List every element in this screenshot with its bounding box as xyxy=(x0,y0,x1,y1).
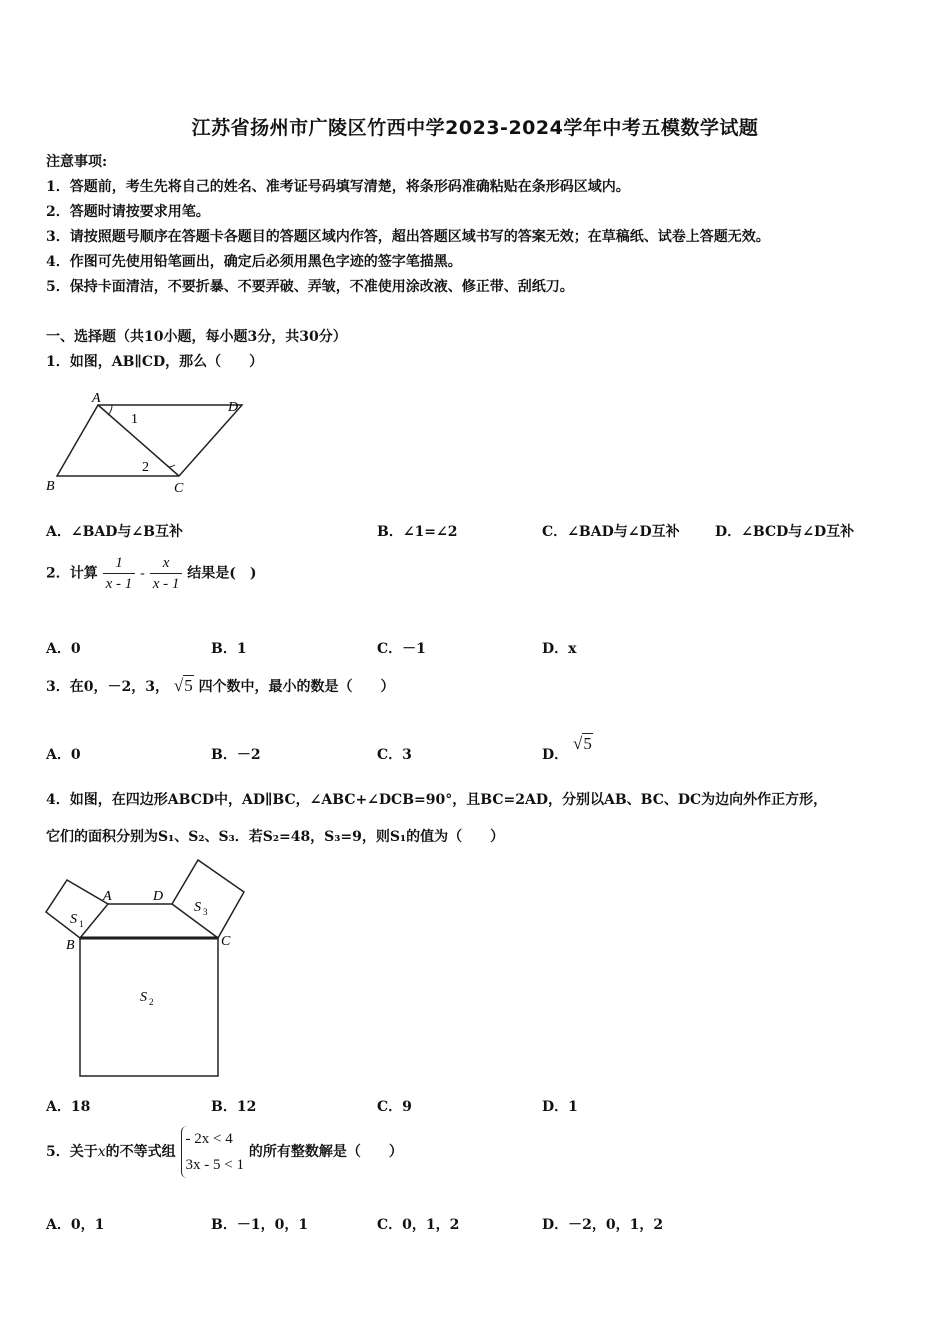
notice-item: 3．请按照题号顺序在答题卡各题目的答题区域内作答，超出答题区域书写的答案无效；在草稿纸、试卷上答题无效。 xyxy=(46,229,770,245)
q5-option-b[interactable]: B．－1，0，1 xyxy=(211,1217,309,1233)
label-B: B xyxy=(66,938,75,953)
q3-option-b[interactable]: B．－2 xyxy=(211,747,261,763)
q4-option-a[interactable]: A．18 xyxy=(46,1099,91,1115)
q3-option-c[interactable]: C．3 xyxy=(377,747,412,763)
q4-option-c[interactable]: C．9 xyxy=(377,1099,412,1115)
q5-prefix: 5．关于 xyxy=(46,1144,98,1160)
q5-var: x xyxy=(97,1144,106,1160)
question-3-stem xyxy=(46,676,395,697)
angle-2-label: 2 xyxy=(142,460,149,475)
fraction-2-den: x - 1 xyxy=(152,576,180,592)
label-S2-sub: 2 xyxy=(149,997,154,1007)
q5-suffix: 的所有整数解是（ ） xyxy=(248,1144,403,1160)
fraction-1 xyxy=(103,553,136,594)
q5-option-c[interactable]: C．0，1，2 xyxy=(377,1217,460,1233)
page-title: 江苏省扬州市广陵区竹西中学2023-2024学年中考五模数学试题 xyxy=(191,117,759,139)
question-4-line-1: 4．如图，在四边形ABCD中，AD∥BC，∠ABC+∠DCB=90°，且BC=2AD，分别以AB、BC、DC为边向外作正方形， xyxy=(46,792,828,808)
q5-option-a[interactable]: A．0，1 xyxy=(46,1217,105,1233)
label-A: A xyxy=(92,391,101,406)
label-D: D xyxy=(228,400,239,415)
label-A: A xyxy=(103,889,112,904)
notice-item: 1．答题前，考生先将自己的姓名、准考证号码填写清楚，将条形码准确粘贴在条形码区域内。 xyxy=(46,179,630,195)
label-C: C xyxy=(174,481,184,496)
q3-prefix: 3．在0，－2，3， xyxy=(46,679,169,695)
question-4-line-2: 它们的面积分别为S₁、S₂、S₃．若S₂=48，S₃=9，则S₁的值为（ ） xyxy=(46,829,505,845)
notice-item: 5．保持卡面清洁，不要折暴、不要弄破、弄皱，不准使用涂改液、修正带、刮纸刀。 xyxy=(46,279,574,295)
section-heading: 一、选择题（共10小题，每小题3分，共30分） xyxy=(46,329,347,345)
q2-option-d[interactable]: D．x xyxy=(542,641,577,657)
q1-option-c[interactable]: C．∠BAD与∠D互补 xyxy=(542,524,680,540)
q3-suffix: 四个数中，最小的数是（ ） xyxy=(198,679,395,695)
q4-option-d[interactable]: D．1 xyxy=(542,1099,578,1115)
figure-squares xyxy=(40,856,255,1086)
inequality-system xyxy=(181,1126,244,1178)
fraction-2-num: x xyxy=(150,553,183,574)
q3-option-d[interactable] xyxy=(542,734,593,764)
q3-option-a[interactable]: A．0 xyxy=(46,747,81,763)
fraction-1-num: 1 xyxy=(103,553,136,574)
q1-option-a[interactable]: A．∠BAD与∠B互补 xyxy=(46,524,183,540)
question-2-stem xyxy=(46,553,257,594)
angle-1-label: 1 xyxy=(131,412,138,427)
label-S3: S xyxy=(194,900,201,915)
q5-option-d[interactable]: D．－2，0，1，2 xyxy=(542,1217,664,1233)
sqrt-5: √5 xyxy=(173,676,193,695)
figure-parallelogram xyxy=(42,388,247,498)
q1-option-d[interactable]: D．∠BCD与∠D互补 xyxy=(715,524,855,540)
question-5-stem xyxy=(46,1126,403,1178)
q3-option-d-label: D． xyxy=(542,747,569,763)
notice-item: 4．作图可先使用铅笔画出，确定后必须用黑色字迹的签字笔描黑。 xyxy=(46,254,462,270)
label-B: B xyxy=(46,479,55,494)
label-S2: S xyxy=(140,990,147,1005)
sqrt-5-option: √5 xyxy=(573,734,592,753)
radicand: 5 xyxy=(583,734,592,753)
radicand: 5 xyxy=(184,676,193,695)
q4-option-b[interactable]: B．12 xyxy=(211,1099,257,1115)
label-C: C xyxy=(221,934,231,949)
label-S1-sub: 1 xyxy=(79,919,84,929)
fraction-1-den: x - 1 xyxy=(105,576,133,592)
label-S1: S xyxy=(70,912,77,927)
minus-sign: - xyxy=(140,565,145,582)
question-1-stem: 1．如图，AB∥CD，那么（ ） xyxy=(46,354,264,370)
notice-item: 2．答题时请按要求用笔。 xyxy=(46,204,210,220)
label-D: D xyxy=(153,889,164,904)
q2-option-c[interactable]: C．－1 xyxy=(377,641,426,657)
inequality-1: - 2x < 4 xyxy=(185,1131,233,1147)
q1-option-b[interactable]: B．∠1=∠2 xyxy=(377,524,458,540)
q2-option-b[interactable]: B．1 xyxy=(211,641,247,657)
notice-heading: 注意事项: xyxy=(46,154,108,170)
q2-prefix: 2．计算 xyxy=(46,565,98,582)
q5-mid: 的不等式组 xyxy=(105,1144,176,1160)
fraction-2 xyxy=(150,553,183,594)
label-S3-sub: 3 xyxy=(203,907,208,917)
q2-suffix: 结果是( ) xyxy=(187,565,257,582)
q2-option-a[interactable]: A．0 xyxy=(46,641,81,657)
inequality-2: 3x - 5 < 1 xyxy=(185,1157,244,1173)
